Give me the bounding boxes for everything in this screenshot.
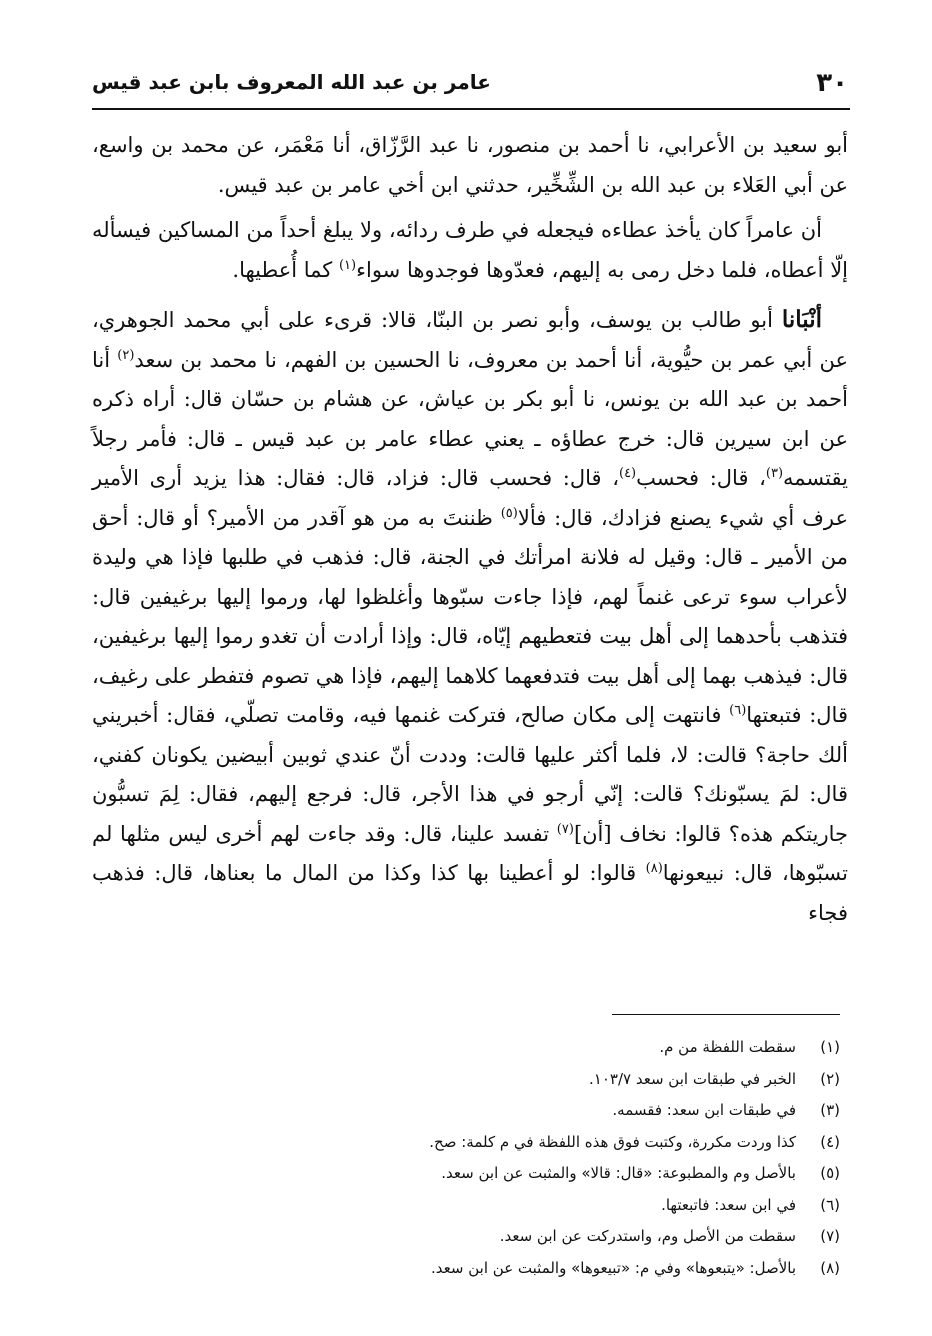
footnote-item xyxy=(84,1127,840,1159)
paragraph-isnad: أبو سعيد بن الأعرابي، نا أحمد بن منصور، نا عبد الرَّزّاق، أنا مَعْمَر، عن محمد بن واسع، عن أبي العَلاء بن عبد الله بن الشِّخِّير، حدثني ابن أخي عامر بن عبد قيس. xyxy=(92,133,848,197)
header-rule xyxy=(92,108,850,110)
footnote-number: (٧) xyxy=(820,1227,840,1245)
text-run: أبو طالب بن يوسف، وأبو نصر بن البنّا، قالا: قرىء على أبي محمد الجوهري، عن أبي عمر بن حيُّوية، أنا أحمد بن معروف، نا الحسين بن الفهم، نا محمد بن سعد xyxy=(92,308,848,372)
running-title: عامر بن عبد الله المعروف بابن عبد قيس xyxy=(92,70,491,94)
footnote-ref-5: (٥) xyxy=(500,505,518,521)
text-run: ظننتَ به من هو آقدر من الأمير؟ أو قال: أحق من الأمير ـ قال: وقيل له فلانة امرأتك في الجنة، قال: فذهب في طلبها فإذا هي وليدة لأعراب سوء ترعى غنماً لهم، فإذا جاءت سبّوها وأغلظوا لها، ورموا إليها برغيفين قال: فتذهب بأحدهما إلى أهل بيت فتعطيهم إيّاه، قال: وإذا أرادت أن تغدو رموا إليها برغيفين، قال: فيذهب بهما إلى أهل بيت فتدفعهما كلاهما إليهم، فإذا هي تصوم فتفطر على رغيف، قال: فتبعتها xyxy=(92,505,848,727)
text-run: أنا أحمد بن عبد الله بن يونس، نا أبو بكر بن عياش، عن هشام بن حسّان قال: أراه ذكره عن ابن سيرين قال: خرج عطاؤه ـ يعني عطاء عامر بن عبد قيس ـ قال: فأمر رجلاً يقتسمه xyxy=(92,347,848,490)
footnote-number: (٥) xyxy=(820,1164,840,1182)
footnote-text: بالأصل وم والمطبوعة: «قال: قالا» والمثبت عن ابن سعد. xyxy=(441,1164,796,1182)
footnote-item xyxy=(84,1064,840,1096)
footnote-text: كذا وردت مكررة، وكتبت فوق هذه اللفظة في م كلمة: صح. xyxy=(429,1132,796,1151)
text-run: تفسد علينا، قال: وقد جاءت لهم أخرى ليس مثلها لم تسبّوها، قال: نبيعونها xyxy=(92,821,848,885)
footnote-item xyxy=(84,1190,840,1222)
text-run: فانتهت إلى مكان صالح، فتركت غنمها فيه، وقامت تصلّي، فقال: أخبريني ألك حاجة؟ قالت: لا، فلما أكثر عليها قالت: وددت أنّ عندي ثوبين أبيضين يكونان كفني، قال: لمَ يسبّونك؟ قالت: إنّي أرجو في هذا الأجر، قال: فرجع إليهم، فقال: لِمَ تسبُّون جاريتكم هذه؟ قالوا: نخاف [أن] xyxy=(92,703,848,846)
footnote-text: سقطت من الأصل وم، واستدركت عن ابن سعد. xyxy=(499,1227,796,1245)
footnote-number: (٢) xyxy=(820,1069,840,1088)
footnote-number: (١) xyxy=(820,1038,840,1056)
page-header xyxy=(92,64,848,104)
footnote-text: الخبر في طبقات ابن سعد ١٠٣/٧. xyxy=(589,1069,796,1088)
footnote-ref-1: (١) xyxy=(338,257,357,273)
footnote-number: (٣) xyxy=(820,1101,840,1119)
paragraph-narration-1 xyxy=(92,211,848,290)
footnote-number: (٤) xyxy=(820,1132,840,1151)
footnote-ref-6: (٦) xyxy=(729,703,747,718)
text-run: كما أُعطيها. xyxy=(232,257,339,282)
footnote-number: (٦) xyxy=(820,1195,840,1214)
text-run: أن عامراً كان يأخذ عطاءه فيجعله في طرف ردائه، ولا يبلغ أحداً من المساكين فيسأله إلّا أعطاه، فلما دخل رمى به إليهم، فعدّوها فوجدوها سواء xyxy=(92,218,848,282)
text-run: قالوا: لو أعطينا بها كذا وكذا من المال ما بعناها، قال: فذهب فجاء xyxy=(92,861,848,925)
main-text xyxy=(92,126,848,933)
footnote-item xyxy=(84,1158,840,1190)
footnote-item xyxy=(84,1032,840,1064)
footnote-text: في ابن سعد: فاتبعتها. xyxy=(661,1195,796,1214)
page-number: ٣٠ xyxy=(816,68,848,98)
footnote-separator xyxy=(612,1014,840,1015)
footnote-ref-7: (٧) xyxy=(556,821,574,837)
footnote-ref-3: (٣) xyxy=(765,466,784,481)
footnote-text: في طبقات ابن سعد: فقسمه. xyxy=(612,1101,796,1119)
footnotes xyxy=(84,1032,840,1284)
paragraph-narration-2 xyxy=(92,300,848,933)
text-run: ، قال: فحسب xyxy=(636,466,766,490)
footnote-item xyxy=(84,1095,840,1127)
text-run: ، قال: فحسب قال: فزاد، قال: فقال: هذا يزيد أرى الأمير عرف أي شيء يصنع فزادك، قال: فألا xyxy=(92,466,848,530)
footnote-text: بالأصل: «يتبعوها» وفي م: «تبيعوها» والمثبت عن ابن سعد. xyxy=(431,1258,796,1277)
footnote-number: (٨) xyxy=(820,1258,840,1277)
footnote-text: سقطت اللفظة من م. xyxy=(659,1038,796,1056)
lead-word: أنْبَانا xyxy=(781,306,822,333)
footnote-item xyxy=(84,1221,840,1253)
footnote-ref-2: (٢) xyxy=(117,347,135,363)
footnote-item xyxy=(84,1253,840,1285)
footnote-ref-8: (٨) xyxy=(645,861,663,876)
footnote-ref-4: (٤) xyxy=(618,466,637,481)
